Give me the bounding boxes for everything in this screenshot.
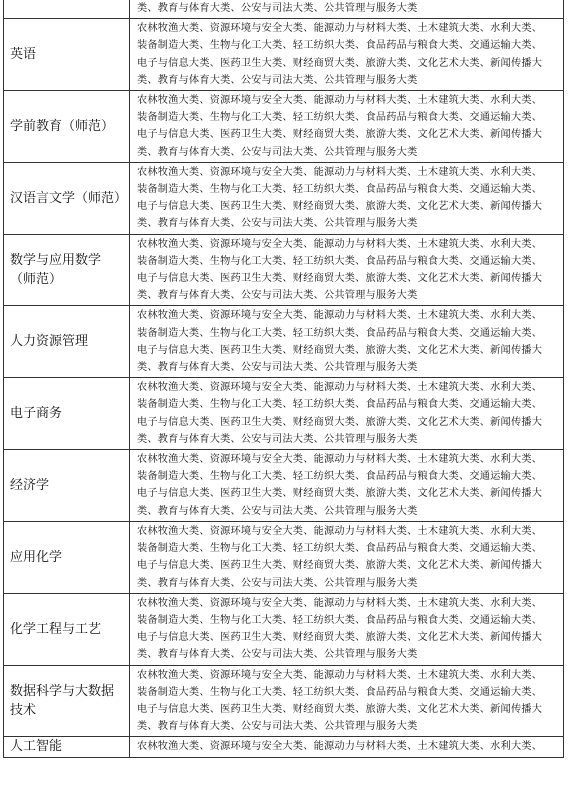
table-row xyxy=(4,521,564,593)
category-text-line: 类、教育与体育大类、公安与司法大类、公共管理与服务大类 xyxy=(137,505,418,517)
category-text-line: 电子与信息大类、医药卫生大类、财经商贸大类、旅游大类、文化艺术大类、新闻传播大 xyxy=(137,703,543,715)
category-text-line: 类、教育与体育大类、公安与司法大类、公共管理与服务大类 xyxy=(137,721,418,733)
major-name-cell: 学前教育（师范） xyxy=(4,91,130,163)
category-text-line: 类、教育与体育大类、公安与司法大类、公共管理与服务大类 xyxy=(137,3,418,14)
eligible-categories-cell xyxy=(130,665,564,737)
category-text-line: 农林牧渔大类、资源环境与安全大类、能源动力与材料大类、土木建筑大类、水利大类、 xyxy=(137,741,543,753)
category-text-line: 农林牧渔大类、资源环境与安全大类、能源动力与材料大类、土木建筑大类、水利大类、 xyxy=(137,23,543,35)
category-text-line: 类、教育与体育大类、公安与司法大类、公共管理与服务大类 xyxy=(137,649,418,661)
category-text-line: 电子与信息大类、医药卫生大类、财经商贸大类、旅游大类、文化艺术大类、新闻传播大 xyxy=(137,57,543,69)
table-row xyxy=(4,737,564,757)
major-name-cell: 人工智能 xyxy=(4,737,130,757)
table-row xyxy=(4,234,564,306)
category-text-line: 类、教育与体育大类、公安与司法大类、公共管理与服务大类 xyxy=(137,577,418,589)
major-name-cell: 数学与应用数学（师范） xyxy=(4,234,130,306)
table-row xyxy=(4,0,564,19)
major-name-cell: 电子商务 xyxy=(4,378,130,450)
table-row xyxy=(4,593,564,665)
table-row xyxy=(4,91,564,163)
category-text-line: 电子与信息大类、医药卫生大类、财经商贸大类、旅游大类、文化艺术大类、新闻传播大 xyxy=(137,416,543,428)
category-text-line: 类、教育与体育大类、公安与司法大类、公共管理与服务大类 xyxy=(137,146,418,158)
category-text-line: 装备制造大类、生物与化工大类、轻工纺织大类、食品药品与粮食大类、交通运输大类、 xyxy=(137,184,543,196)
table-row xyxy=(4,450,564,522)
eligible-categories-cell xyxy=(130,0,564,19)
eligible-categories-cell xyxy=(130,162,564,234)
eligible-categories-cell xyxy=(130,450,564,522)
category-text-line: 类、教育与体育大类、公安与司法大类、公共管理与服务大类 xyxy=(137,74,418,86)
category-text-line: 装备制造大类、生物与化工大类、轻工纺织大类、食品药品与粮食大类、交通运输大类、 xyxy=(137,471,543,483)
eligible-categories-cell xyxy=(130,234,564,306)
major-name-cell xyxy=(4,0,130,19)
category-text-line: 电子与信息大类、医药卫生大类、财经商贸大类、旅游大类、文化艺术大类、新闻传播大 xyxy=(137,560,543,572)
major-name-cell: 数据科学与大数据技术 xyxy=(4,665,130,737)
table-row xyxy=(4,306,564,378)
category-text-line: 农林牧渔大类、资源环境与安全大类、能源动力与材料大类、土木建筑大类、水利大类、 xyxy=(137,95,543,107)
eligible-categories-cell xyxy=(130,593,564,665)
category-text-line: 装备制造大类、生物与化工大类、轻工纺织大类、食品药品与粮食大类、交通运输大类、 xyxy=(137,399,543,411)
eligible-categories-cell xyxy=(130,91,564,163)
major-name-cell: 化学工程与工艺 xyxy=(4,593,130,665)
category-text-line: 电子与信息大类、医药卫生大类、财经商贸大类、旅游大类、文化艺术大类、新闻传播大 xyxy=(137,488,543,500)
category-text-line: 农林牧渔大类、资源环境与安全大类、能源动力与材料大类、土木建筑大类、水利大类、 xyxy=(137,310,543,322)
category-text-line: 农林牧渔大类、资源环境与安全大类、能源动力与材料大类、土木建筑大类、水利大类、 xyxy=(137,238,543,250)
category-text-line: 类、教育与体育大类、公安与司法大类、公共管理与服务大类 xyxy=(137,290,418,302)
majors-table-body xyxy=(4,0,564,757)
major-name-cell: 汉语言文学（师范） xyxy=(4,162,130,234)
category-text-line: 装备制造大类、生物与化工大类、轻工纺织大类、食品药品与粮食大类、交通运输大类、 xyxy=(137,112,543,124)
major-name-cell: 经济学 xyxy=(4,450,130,522)
table-row xyxy=(4,378,564,450)
category-text-line: 农林牧渔大类、资源环境与安全大类、能源动力与材料大类、土木建筑大类、水利大类、 xyxy=(137,525,543,537)
table-row xyxy=(4,665,564,737)
category-text-line: 电子与信息大类、医药卫生大类、财经商贸大类、旅游大类、文化艺术大类、新闻传播大 xyxy=(137,632,543,644)
category-text-line: 装备制造大类、生物与化工大类、轻工纺织大类、食品药品与粮食大类、交通运输大类、 xyxy=(137,327,543,339)
eligible-categories-cell xyxy=(130,737,564,757)
table-row xyxy=(4,19,564,91)
category-text-line: 类、教育与体育大类、公安与司法大类、公共管理与服务大类 xyxy=(137,433,418,445)
category-text-line: 农林牧渔大类、资源环境与安全大类、能源动力与材料大类、土木建筑大类、水利大类、 xyxy=(137,454,543,466)
table-row xyxy=(4,162,564,234)
category-text-line: 电子与信息大类、医药卫生大类、财经商贸大类、旅游大类、文化艺术大类、新闻传播大 xyxy=(137,201,543,213)
major-name-cell: 应用化学 xyxy=(4,521,130,593)
eligible-categories-cell xyxy=(130,19,564,91)
category-text-line: 装备制造大类、生物与化工大类、轻工纺织大类、食品药品与粮食大类、交通运输大类、 xyxy=(137,40,543,52)
category-text-line: 装备制造大类、生物与化工大类、轻工纺织大类、食品药品与粮食大类、交通运输大类、 xyxy=(137,255,543,267)
category-text-line: 农林牧渔大类、资源环境与安全大类、能源动力与材料大类、土木建筑大类、水利大类、 xyxy=(137,669,543,681)
category-text-line: 电子与信息大类、医药卫生大类、财经商贸大类、旅游大类、文化艺术大类、新闻传播大 xyxy=(137,273,543,285)
category-text-line: 农林牧渔大类、资源环境与安全大类、能源动力与材料大类、土木建筑大类、水利大类、 xyxy=(137,382,543,394)
category-text-line: 电子与信息大类、医药卫生大类、财经商贸大类、旅游大类、文化艺术大类、新闻传播大 xyxy=(137,344,543,356)
eligible-categories-cell xyxy=(130,521,564,593)
category-text-line: 装备制造大类、生物与化工大类、轻工纺织大类、食品药品与粮食大类、交通运输大类、 xyxy=(137,614,543,626)
category-text-line: 电子与信息大类、医药卫生大类、财经商贸大类、旅游大类、文化艺术大类、新闻传播大 xyxy=(137,129,543,141)
major-name-cell: 英语 xyxy=(4,19,130,91)
major-name-cell: 人力资源管理 xyxy=(4,306,130,378)
majors-table xyxy=(3,0,564,758)
eligible-categories-cell xyxy=(130,306,564,378)
eligible-categories-cell xyxy=(130,378,564,450)
category-text-line: 农林牧渔大类、资源环境与安全大类、能源动力与材料大类、土木建筑大类、水利大类、 xyxy=(137,166,543,178)
category-text-line: 农林牧渔大类、资源环境与安全大类、能源动力与材料大类、土木建筑大类、水利大类、 xyxy=(137,597,543,609)
category-text-line: 装备制造大类、生物与化工大类、轻工纺织大类、食品药品与粮食大类、交通运输大类、 xyxy=(137,543,543,555)
category-text-line: 装备制造大类、生物与化工大类、轻工纺织大类、食品药品与粮食大类、交通运输大类、 xyxy=(137,686,543,698)
category-text-line: 类、教育与体育大类、公安与司法大类、公共管理与服务大类 xyxy=(137,362,418,374)
category-text-line: 类、教育与体育大类、公安与司法大类、公共管理与服务大类 xyxy=(137,218,418,230)
